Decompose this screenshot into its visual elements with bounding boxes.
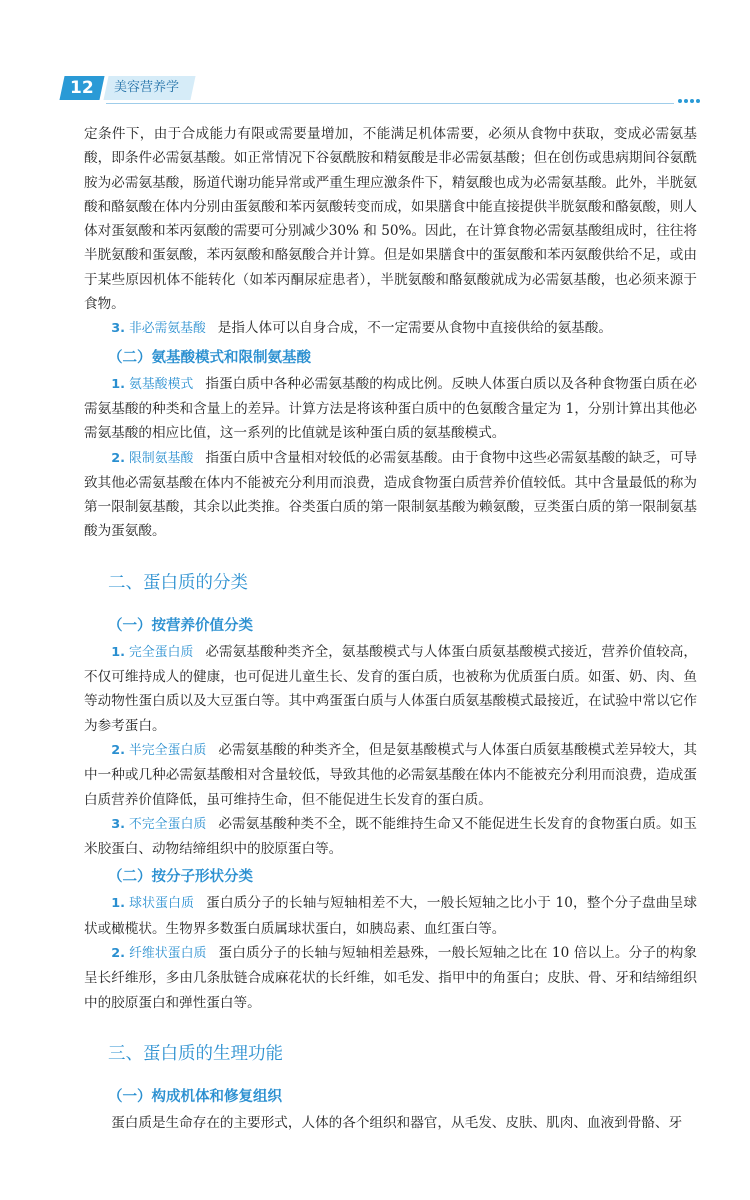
page-number-badge: [59, 76, 104, 100]
text-semi: 必需氨基酸的种类齐全，但是氨基酸模式与人体蛋白质氨基酸模式差异较大，其中一种或几种必需氨基酸相对含量较低，导致其他的必需氨基酸在体内不能被充分利用而浪费，造成蛋白质营养价值降低，虽可维持生命，但不能促进生长发育的蛋白质。: [84, 741, 698, 808]
text-globular: 蛋白质分子的长轴与短轴相差不大，一般长短轴之比小于 10，整个分子盘曲呈球状或橄榄状。生物界多数蛋白质属球状蛋白，如胰岛素、血红蛋白等。: [84, 895, 698, 937]
item-incomplete: [84, 812, 697, 862]
term-incomplete: 3. 不完全蛋白质: [111, 816, 207, 832]
term-semi: 2. 半完全蛋白质: [111, 742, 207, 758]
book-title-tab: [103, 76, 195, 100]
item-semi: [84, 738, 697, 812]
item-nonessential: [84, 316, 697, 341]
term-globular: 1. 球状蛋白质: [111, 896, 195, 912]
header-dots-icon: [676, 99, 702, 107]
text-complete: 必需氨基酸种类齐全，氨基酸模式与人体蛋白质氨基酸模式接近，营养价值较高，不仅可维持成人的健康，也可促进儿童生长、发育的蛋白质，也被称为优质蛋白质。如蛋、奶、肉、鱼等动物性蛋白质以及大豆蛋白等。其中鸡蛋蛋白质与人体蛋白质氨基酸模式最接近，在试验中常以它作为参考蛋白。: [84, 643, 698, 734]
page-content: [84, 122, 697, 1135]
page-header: [62, 72, 702, 106]
term-limiting: 2. 限制氨基酸: [111, 450, 194, 466]
item-fibrous: [84, 941, 697, 1015]
subheading-nutrition: （一）按营养价值分类: [108, 617, 253, 634]
last-paragraph: 蛋白质是生命存在的主要形式，人体的各个组织和器官，从毛发、皮肤、肌肉、血液到骨骼、牙: [111, 1114, 683, 1131]
subheading-tissue: （一）构成机体和修复组织: [108, 1088, 282, 1105]
section-classification: 二、蛋白质的分类: [108, 572, 248, 593]
text-limiting: 指蛋白质中含量相对较低的必需氨基酸。由于食物中这些必需氨基酸的缺乏，可导致其他必需氨基酸在体内不能被充分利用而浪费，造成食物蛋白质营养价值较低。其中含量最低的称为第一限制氨基酸，其余以此类推。谷类蛋白质的第一限制氨基酸为赖氨酸，豆类蛋白质的第一限制氨基酸为蛋氨酸。: [84, 449, 698, 540]
item-limiting: [84, 446, 697, 544]
item-complete: [84, 640, 697, 738]
subheading-shape: （二）按分子形状分类: [108, 869, 253, 886]
text-fibrous: 蛋白质分子的长轴与短轴相差悬殊，一般长短轴之比在 10 倍以上。分子的构象呈长纤维形，多由几条肽链合成麻花状的长纤维，如毛发、指甲中的角蛋白；皮肤、骨、牙和结缔组织中的胶原蛋白和弹性蛋白等。: [84, 945, 698, 1011]
subheading-pattern: （二）氨基酸模式和限制氨基酸: [108, 349, 311, 366]
page-number: 12: [70, 78, 94, 98]
term-complete: 1. 完全蛋白质: [111, 644, 194, 660]
header-rule: [106, 103, 674, 104]
term-fibrous: 2. 纤维状蛋白质: [111, 946, 207, 962]
section-function: 三、蛋白质的生理功能: [108, 1043, 283, 1064]
term-nonessential: 3. 非必需氨基酸: [111, 321, 206, 337]
text-nonessential: 是指人体可以自身合成，不一定需要从食物中直接供给的氨基酸。: [217, 320, 612, 337]
book-title: 美容营养学: [114, 80, 180, 95]
text-pattern: 指蛋白质中各种必需氨基酸的构成比例。反映人体蛋白质以及各种食物蛋白质在必需氨基酸的种类和含量上的差异。计算方法是将该种蛋白质中的色氨酸含量定为 1，分别计算出其他必需氨基酸的相应比值，这一系列的比值就是该种蛋白质的氨基酸模式。: [84, 375, 698, 442]
item-pattern: [84, 372, 697, 446]
term-pattern: 1. 氨基酸模式: [111, 376, 194, 392]
text-incomplete: 必需氨基酸种类不全，既不能维持生命又不能促进生长发育的食物蛋白质。如玉米胶蛋白、动物结缔组织中的胶原蛋白等。: [84, 815, 698, 858]
item-globular: [84, 891, 697, 941]
intro-paragraph: 定条件下，由于合成能力有限或需要量增加，不能满足机体需要，必须从食物中获取，变成必需氨基酸，即条件必需氨基酸。如正常情况下谷氨酰胺和精氨酸是非必需氨基酸；但在创伤或患病期间谷氨酰胺为必需氨基酸，肠道代谢功能异常或严重生理应激条件下，精氨酸也成为必需氨基酸。此外，半胱氨酸和酪氨酸在体内分别由蛋氨酸和苯丙氨酸转变而成，如果膳食中能直接提供半胱氨酸和酪氨酸，则人体对蛋氨酸和苯丙氨酸的需要可分别减少30% 和 50%。因此，在计算食物必需氨基酸组成时，往往将半胱氨酸和蛋氨酸，苯丙氨酸和酪氨酸合并计算。但是如果膳食中的蛋氨酸和苯丙氨酸供给不足，或由于某些原因机体不能转化（如苯丙酮尿症患者），半胱氨酸和酪氨酸就成为必需氨基酸，也必须来源于食物。: [84, 126, 697, 313]
